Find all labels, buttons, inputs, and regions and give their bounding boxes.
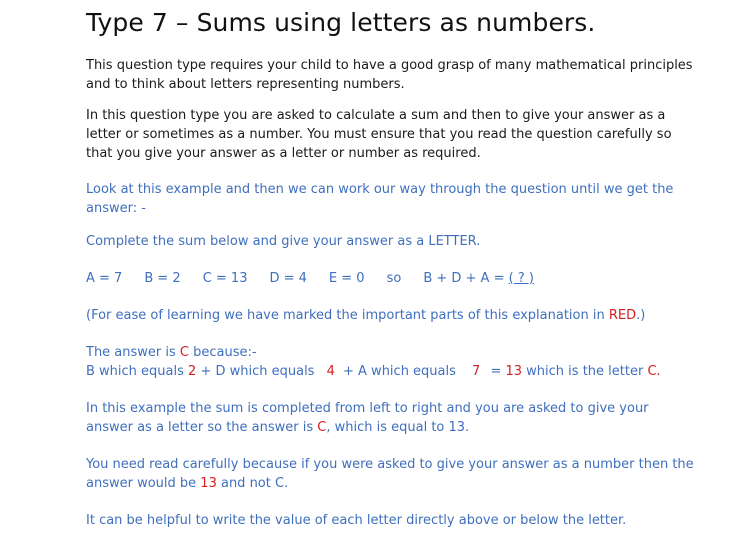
step-d-text: + D which equals bbox=[196, 364, 319, 379]
answer-placeholder: ( ? ) bbox=[508, 271, 534, 286]
value-a: A = 7 bbox=[86, 271, 123, 286]
step-b-value: 2 bbox=[188, 364, 197, 379]
tip-paragraph: It can be helpful to write the value of each letter directly above or below the letter. bbox=[86, 513, 627, 528]
equals-sign: = bbox=[486, 364, 506, 379]
result-letter: C bbox=[647, 364, 657, 379]
value-e: E = 0 bbox=[328, 271, 365, 286]
value-c: C = 13 bbox=[202, 271, 248, 286]
note-text-end: .) bbox=[636, 308, 646, 323]
value-b: B = 2 bbox=[144, 271, 181, 286]
color-note bbox=[86, 306, 698, 325]
step-b-text: B which equals bbox=[86, 364, 189, 379]
explain-text: In this example the sum is completed from left to right and you are asked to give your answer as a letter so the answer is bbox=[86, 401, 649, 435]
example-values bbox=[86, 269, 698, 288]
note-red-word: RED bbox=[608, 308, 637, 323]
result-period: . bbox=[656, 364, 661, 379]
page-title: Type 7 – Sums using letters as numbers. bbox=[86, 8, 596, 37]
step-a-text: + A which equals bbox=[338, 364, 461, 379]
sum-expression: B + D + A = bbox=[423, 271, 509, 286]
careful-text: You need read carefully because if you were asked to give your answer as a number then the answer would be bbox=[86, 457, 694, 491]
careful-paragraph bbox=[86, 455, 698, 493]
careful-text-end: and not C. bbox=[216, 476, 289, 491]
answer-explanation bbox=[86, 343, 698, 381]
answer-letter: C bbox=[179, 345, 189, 360]
intro-paragraph-2: In this question type you are asked to calculate a sum and then to give your answer as a letter or sometimes as a number. You must ensure that you read the question carefully so that you give your answer as a letter or number as required. bbox=[86, 108, 672, 161]
word-so: so bbox=[386, 271, 402, 286]
letter-text: which is the letter bbox=[522, 364, 648, 379]
note-text-start: (For ease of learning we have marked the important parts of this explanation in bbox=[86, 308, 609, 323]
example-lead: Look at this example and then we can work our way through the question until we get the answer: - bbox=[86, 182, 674, 216]
value-d: D = 4 bbox=[269, 271, 307, 286]
answer-text: The answer is bbox=[86, 345, 180, 360]
answer-because: because:- bbox=[189, 345, 257, 360]
explain-red-letter: C bbox=[317, 420, 327, 435]
sum-result: 13 bbox=[505, 364, 523, 379]
explain-text-end: , which is equal to 13. bbox=[326, 420, 470, 435]
careful-red-number: 13 bbox=[200, 476, 217, 491]
intro-paragraph-1: This question type requires your child to have a good grasp of many mathematical principles and to think about letters representing numbers. bbox=[86, 58, 693, 92]
example-instruction: Complete the sum below and give your answer as a LETTER. bbox=[86, 234, 481, 249]
step-d-value: 4 bbox=[326, 364, 335, 379]
step-a-value: 7 bbox=[472, 364, 481, 379]
explain-paragraph bbox=[86, 399, 698, 437]
